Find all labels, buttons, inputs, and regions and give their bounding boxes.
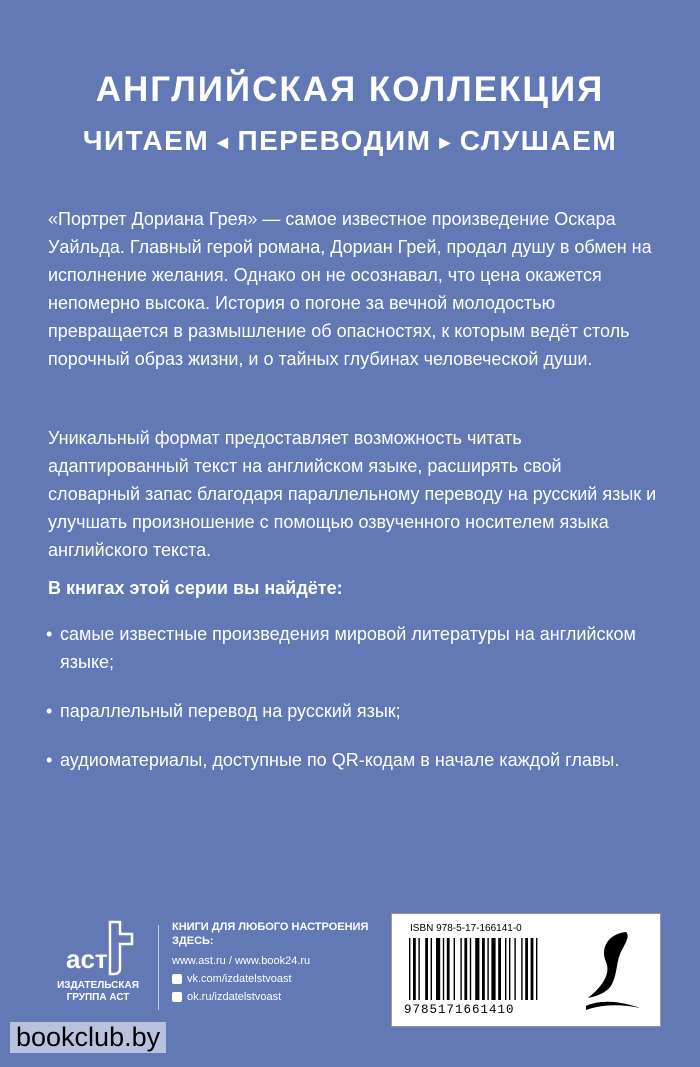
publisher-info	[172, 920, 372, 1004]
barcode-bars	[409, 938, 569, 1004]
barcode-bar	[482, 938, 485, 1000]
ast-logo-text: аст	[66, 944, 108, 974]
series-subtitle	[0, 125, 700, 157]
barcode-bar	[460, 938, 461, 1000]
barcode-bar	[443, 938, 444, 1000]
barcode-bar	[436, 938, 440, 1000]
barcode-bar	[475, 938, 479, 1000]
ast-logo-icon	[48, 918, 148, 978]
barcode-panel	[391, 913, 661, 1027]
barcode-bar	[409, 938, 410, 1000]
subtitle-listen: СЛУШАЕМ	[459, 125, 618, 156]
barcode-bar	[418, 938, 419, 1000]
features-list	[46, 620, 666, 795]
ok-link[interactable]: ok.ru/izdatelstvoast	[172, 990, 372, 1004]
barcode-bar	[491, 938, 495, 1000]
subtitle-read: ЧИТАЕМ	[82, 125, 210, 156]
quill-logo-icon	[578, 926, 648, 1016]
barcode-bar	[505, 938, 506, 1000]
arrow-right-icon: ▶	[439, 134, 452, 151]
arrow-left-icon: ◀	[217, 134, 230, 151]
divider	[158, 925, 159, 1010]
series-features-heading: В книгах этой серии вы найдёте:	[48, 578, 343, 598]
vk-icon	[172, 974, 182, 984]
barcode-bar	[536, 938, 537, 1000]
ok-icon	[172, 992, 182, 1002]
barcode-bar	[487, 938, 488, 1000]
publisher-slogan: КНИГИ ДЛЯ ЛЮБОГО НАСТРОЕНИЯ ЗДЕСЬ:	[172, 921, 369, 947]
list-item: • параллельный перевод на русский язык;	[46, 697, 666, 725]
isbn-text: ISBN 978-5-17-166141-0	[410, 923, 522, 934]
barcode-bar	[431, 938, 432, 1000]
barcode-bar	[413, 938, 416, 1000]
subtitle-translate: ПЕРЕВОДИМ	[237, 125, 432, 156]
format-paragraph: Уникальный формат предоставляет возможность читать адаптированный текст на английском языке, расширять свой словарный запас благодаря параллельному переводу на русский язык и улучшать произношение с помощью озвученного носителем языка английского текста.	[48, 428, 657, 560]
list-item: • самые известные произведения мировой литературы на английском языке;	[46, 620, 666, 676]
list-item: • аудиоматериалы, доступные по QR-кодам в начале каждой главы.	[46, 746, 666, 774]
barcode-bar	[447, 938, 450, 1000]
barcode-bar	[509, 938, 510, 1000]
publisher-block	[48, 918, 148, 1018]
series-title: АНГЛИЙСКАЯ КОЛЛЕКЦИЯ	[95, 70, 605, 109]
barcode-bar	[464, 938, 467, 1000]
barcode-bar	[498, 938, 501, 1000]
barcode-number: 9785171661410	[404, 1003, 515, 1017]
barcode-bar	[470, 938, 471, 1000]
bullet-icon: •	[46, 624, 53, 644]
description-paragraph: «Портрет Дориана Грея» — самое известное произведение Оскара Уайльда. Главный герой романа, Дориан Грей, продал душу в обмен на исполнение желания. Однако он не осознавал, что цена окажется непомерно высока. История о погоне за вечной молодостью превращается в размышление об опасностях, к которым ведёт столь порочный образ жизни, и о тайных глубинах человеческой души.	[48, 209, 652, 369]
barcode-bar	[531, 938, 534, 1000]
vk-link[interactable]: vk.com/izdatelstvoast	[172, 972, 372, 986]
barcode-bar	[521, 938, 522, 1000]
barcode-bar	[525, 938, 528, 1000]
publisher-sites-link[interactable]: www.ast.ru / www.book24.ru	[172, 955, 311, 967]
barcode-bar	[454, 938, 455, 1000]
bullet-icon: •	[46, 701, 53, 721]
bullet-icon: •	[46, 750, 53, 770]
barcode-bar	[514, 938, 515, 1000]
publisher-name: ИЗДАТЕЛЬСКАЯ ГРУППА АСТ	[57, 980, 139, 1003]
watermark: bookclub.by	[10, 1022, 166, 1053]
barcode-bar	[425, 938, 428, 1000]
